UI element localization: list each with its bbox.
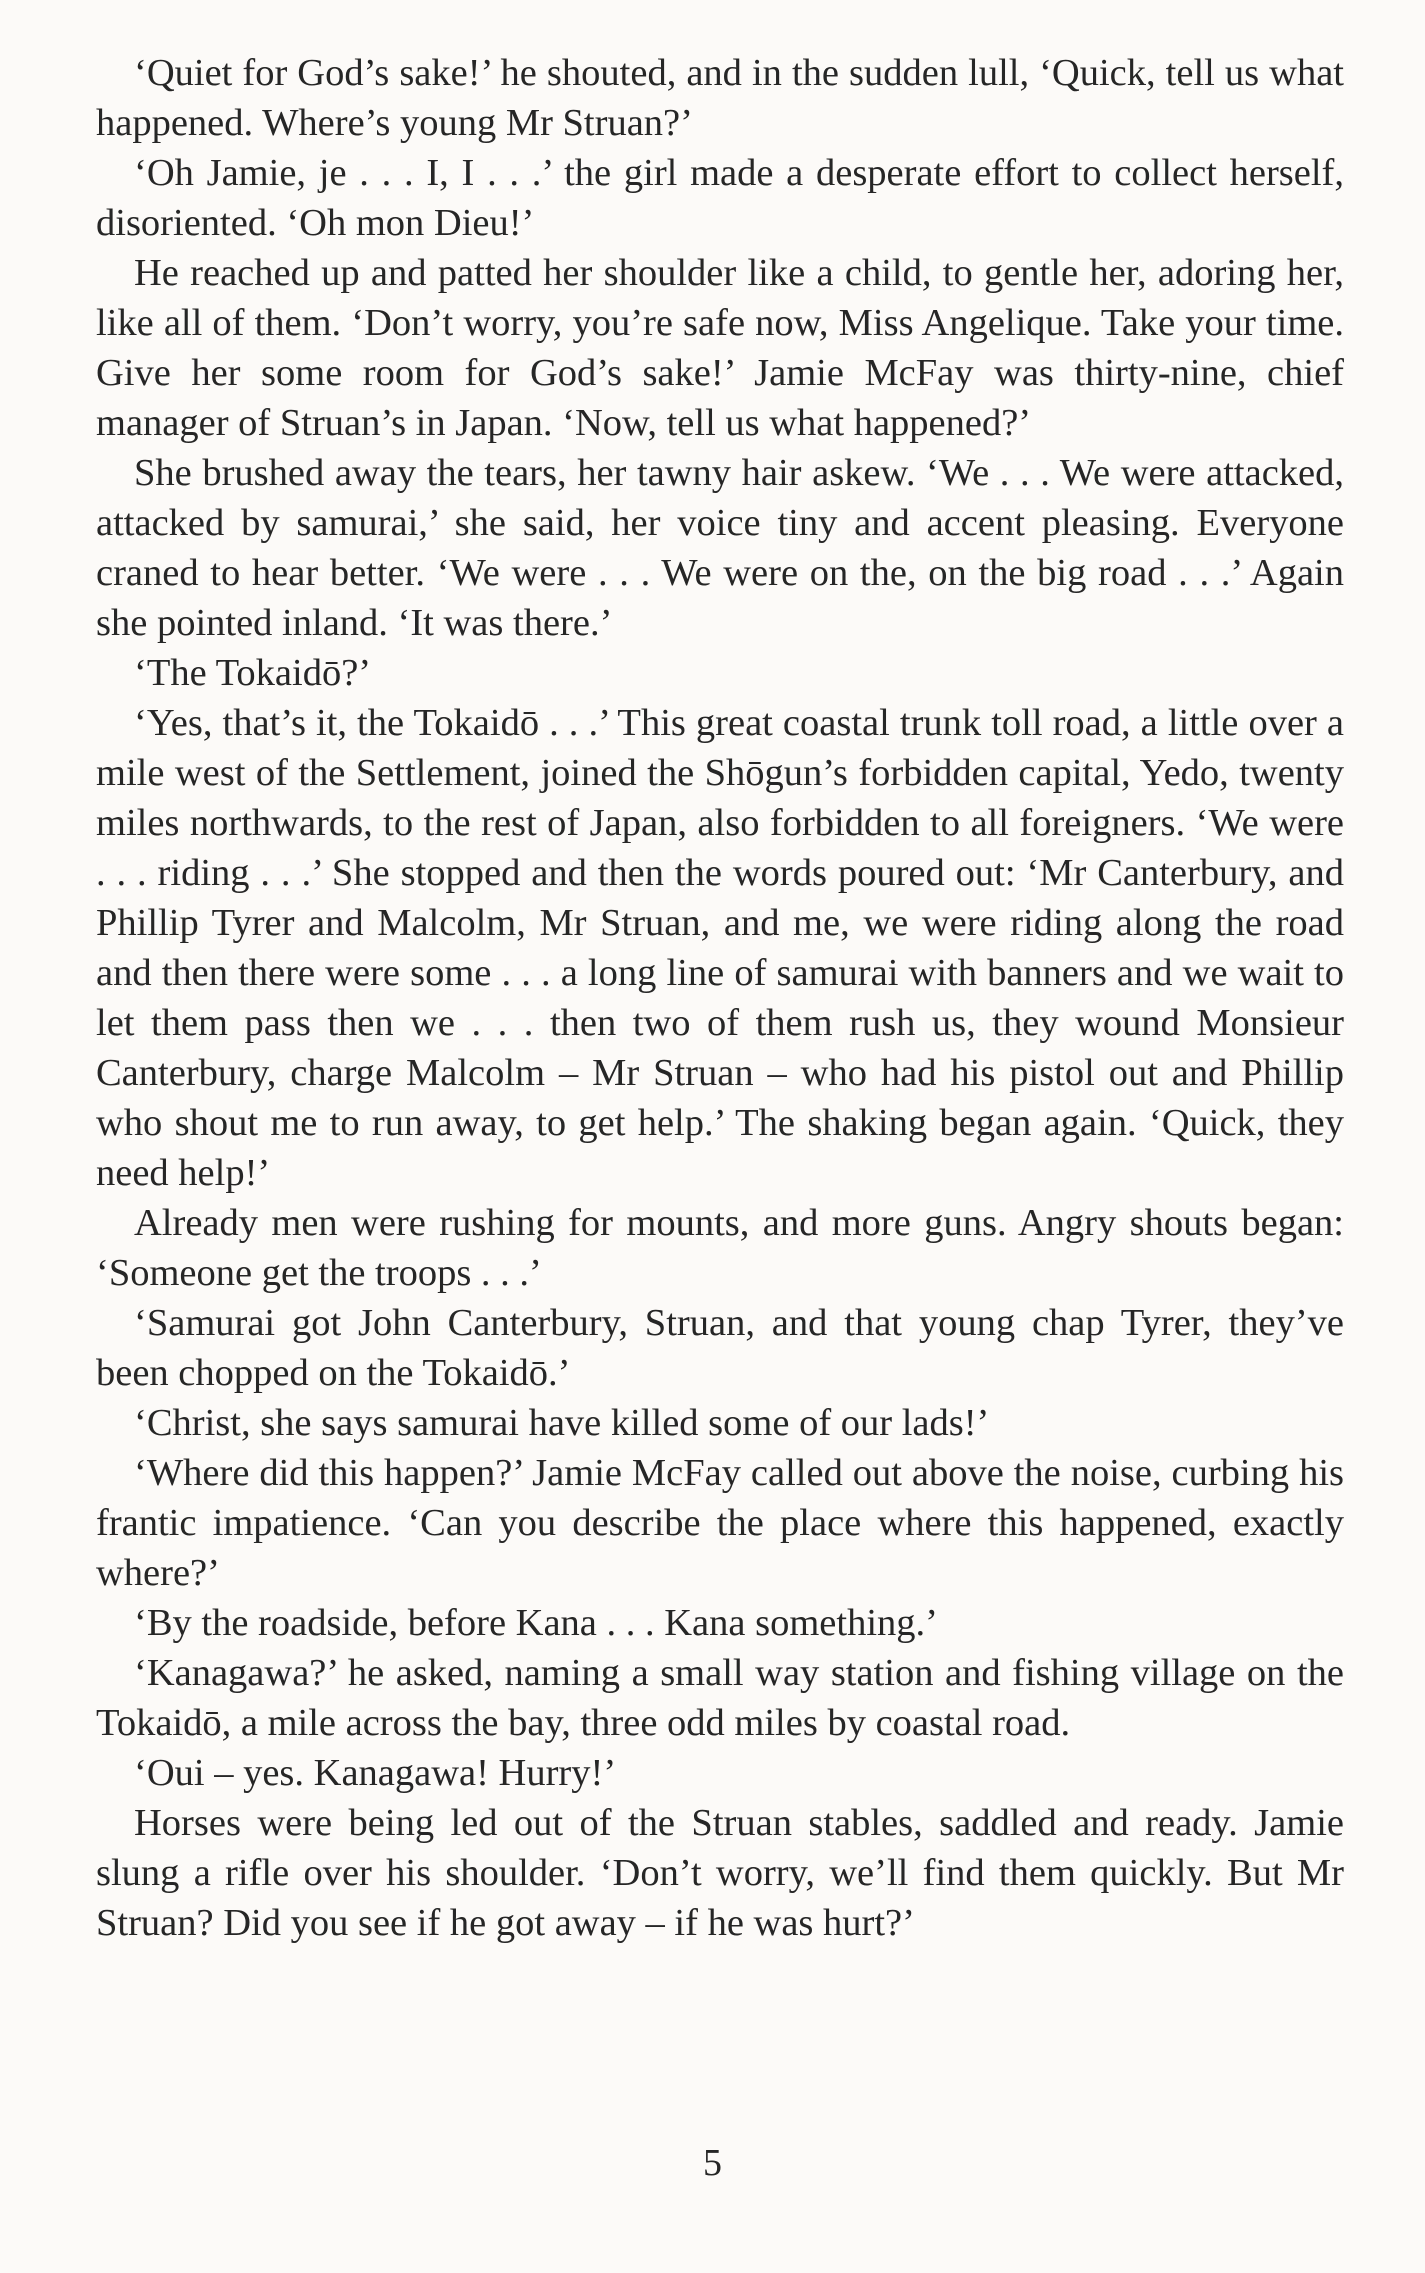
paragraph: ‘Samurai got John Canterbury, Struan, and that young chap Tyrer, they’ve been chopped on the Tokaidō.’: [96, 1302, 1344, 1394]
paragraph: Already men were rushing for mounts, and more guns. Angry shouts began: ‘Someone get the troops . . .’: [96, 1202, 1344, 1294]
paragraph: ‘Oh Jamie, je . . . I, I . . .’ the girl made a desperate effort to collect herself, disoriented. ‘Oh mon Dieu!’: [96, 152, 1344, 244]
paragraph: ‘By the roadside, before Kana . . . Kana something.’: [134, 1602, 938, 1644]
paragraph: Horses were being led out of the Struan stables, saddled and ready. Jamie slung a rifle over his shoulder. ‘Don’t worry, we’ll find them quickly. But Mr Struan? Did you see if he got away – if he was hurt?’: [96, 1802, 1344, 1944]
paragraph: ‘Where did this happen?’ Jamie McFay called out above the noise, curbing his frantic impatience. ‘Can you describe the place where this happened, exactly where?’: [96, 1452, 1344, 1594]
paragraph: She brushed away the tears, her tawny hair askew. ‘We . . . We were attacked, attacked by samurai,’ she said, her voice tiny and accent pleasing. Everyone craned to hear better. ‘We were . . . We were on the, on the big road . . .’ Again she pointed inland. ‘It was there.’: [96, 452, 1344, 644]
paragraph: ‘Christ, she says samurai have killed some of our lads!’: [134, 1402, 990, 1444]
paragraph: ‘The Tokaidō?’: [134, 652, 372, 694]
page-body: [96, 48, 1344, 1948]
paragraph: ‘Kanagawa?’ he asked, naming a small way station and fishing village on the Tokaidō, a mile across the bay, three odd miles by coastal road.: [96, 1652, 1344, 1744]
paragraph: ‘Oui – yes. Kanagawa! Hurry!’: [134, 1752, 617, 1794]
paragraph: ‘Yes, that’s it, the Tokaidō . . .’ This great coastal trunk toll road, a little over a mile west of the Settlement, joined the Shōgun’s forbidden capital, Yedo, twenty miles northwards, to the rest of Japan, also forbidden to all foreigners. ‘We were . . . riding . . .’ She stopped and then the words poured out: ‘Mr Canterbury, and Phillip Tyrer and Malcolm, Mr Struan, and me, we were riding along the road and then there were some . . . a long line of samurai with banners and we wait to let them pass then we . . . then two of them rush us, they wound Monsieur Canterbury, charge Malcolm – Mr Struan – who had his pistol out and Phillip who shout me to run away, to get help.’ The shaking began again. ‘Quick, they need help!’: [96, 702, 1344, 1194]
paragraph: ‘Quiet for God’s sake!’ he shouted, and in the sudden lull, ‘Quick, tell us what happened. Where’s young Mr Struan?’: [96, 52, 1344, 144]
paragraph: He reached up and patted her shoulder like a child, to gentle her, adoring her, like all of them. ‘Don’t worry, you’re safe now, Miss Angelique. Take your time. Give her some room for God’s sake!’ Jamie McFay was thirty-nine, chief manager of Struan’s in Japan. ‘Now, tell us what happened?’: [96, 252, 1344, 444]
page-number: 5: [703, 2142, 722, 2184]
